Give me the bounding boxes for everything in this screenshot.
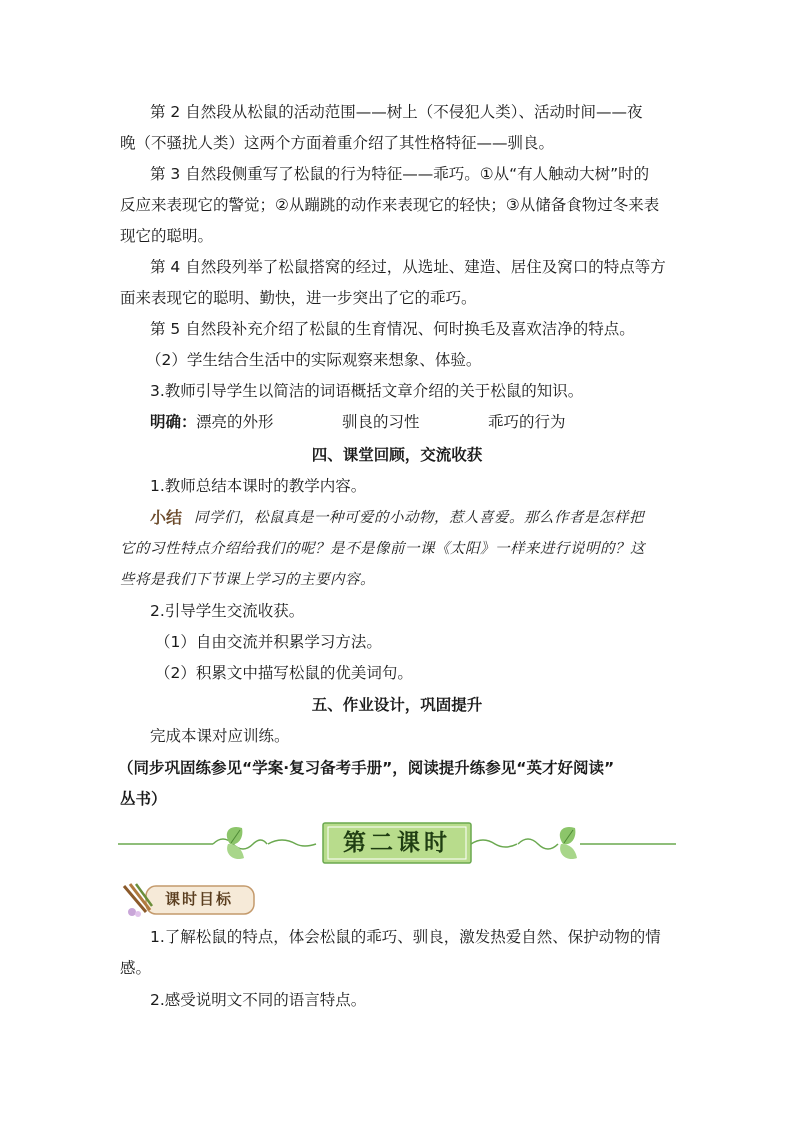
text-line: （1）自由交流并积累学习方法。 [155, 633, 382, 651]
leaf-icon [560, 844, 577, 859]
badge-label: 课时目标 [164, 890, 233, 908]
clarify-label: 明确： [150, 413, 197, 431]
clarify-item: 驯良的习性 [342, 413, 420, 431]
text-line: 第 4 自然段列举了松鼠搭窝的经过，从选址、建造、居住及窝口的特点等方 [150, 258, 666, 276]
text-line: （2）积累文中描写松鼠的优美词句。 [155, 664, 413, 682]
text-line: 第 2 自然段从松鼠的活动范围——树上（不侵犯人类）、活动时间——夜 [150, 103, 643, 121]
summary-text: 些将是我们下节课上学习的主要内容。 [120, 572, 375, 588]
note-text: 丛书） [120, 790, 167, 808]
text-line: （2）学生结合生活中的实际观察来想象、体验。 [146, 351, 482, 369]
text-line: 感。 [120, 959, 152, 977]
leaf-icon [227, 844, 244, 859]
summary-text: 它的习性特点介绍给我们的呢？是不是像前一课《太阳》一样来进行说明的？这 [120, 541, 645, 557]
text-line: 第 3 自然段侧重写了松鼠的行为特征——乖巧。①从“有人触动大树”时的 [150, 165, 650, 183]
section-heading: 四、课堂回顾，交流收获 [311, 446, 483, 464]
text-line: 反应来表现它的警觉；②从蹦跳的动作来表现它的轻快；③从储备食物过冬来表 [120, 196, 660, 214]
text-line: 晚（不骚扰人类）这两个方面着重介绍了其性格特征——驯良。 [120, 134, 555, 152]
section-heading: 五、作业设计，巩固提升 [311, 696, 483, 714]
leaf-icon [560, 827, 576, 844]
objectives-badge [120, 882, 260, 918]
summary-label: 小结 [150, 508, 183, 527]
lesson-banner [118, 818, 676, 870]
summary-text: 同学们，松鼠真是一种可爱的小动物，惹人喜爱。那么作者是怎样把 [194, 510, 644, 526]
text-line: 2.感受说明文不同的语言特点。 [150, 991, 367, 1009]
text-line: 1.教师总结本课时的教学内容。 [150, 477, 367, 495]
text-line: 面来表现它的聪明、勤快，进一步突出了它的乖巧。 [120, 289, 477, 307]
text-line: 第 5 自然段补充介绍了松鼠的生育情况、何时换毛及喜欢洁净的特点。 [150, 320, 635, 338]
text-line: 1.了解松鼠的特点，体会松鼠的乖巧、驯良，激发热爱自然、保护动物的情 [150, 928, 661, 946]
text-line: 现它的聪明。 [120, 227, 214, 245]
clarify-item: 乖巧的行为 [488, 413, 566, 431]
text-line: 完成本课对应训练。 [150, 727, 290, 745]
clarify-item: 漂亮的外形 [196, 413, 274, 431]
banner-title: 第二课时 [343, 829, 451, 856]
text-line: 3.教师引导学生以简洁的词语概括文章介绍的关于松鼠的知识。 [150, 382, 584, 400]
note-text: （同步巩固练参见“学案·复习备考手册”，阅读提升练参见“英才好阅读” [118, 759, 615, 777]
text-line: 2.引导学生交流收获。 [150, 602, 305, 620]
leaf-icon [227, 827, 243, 844]
